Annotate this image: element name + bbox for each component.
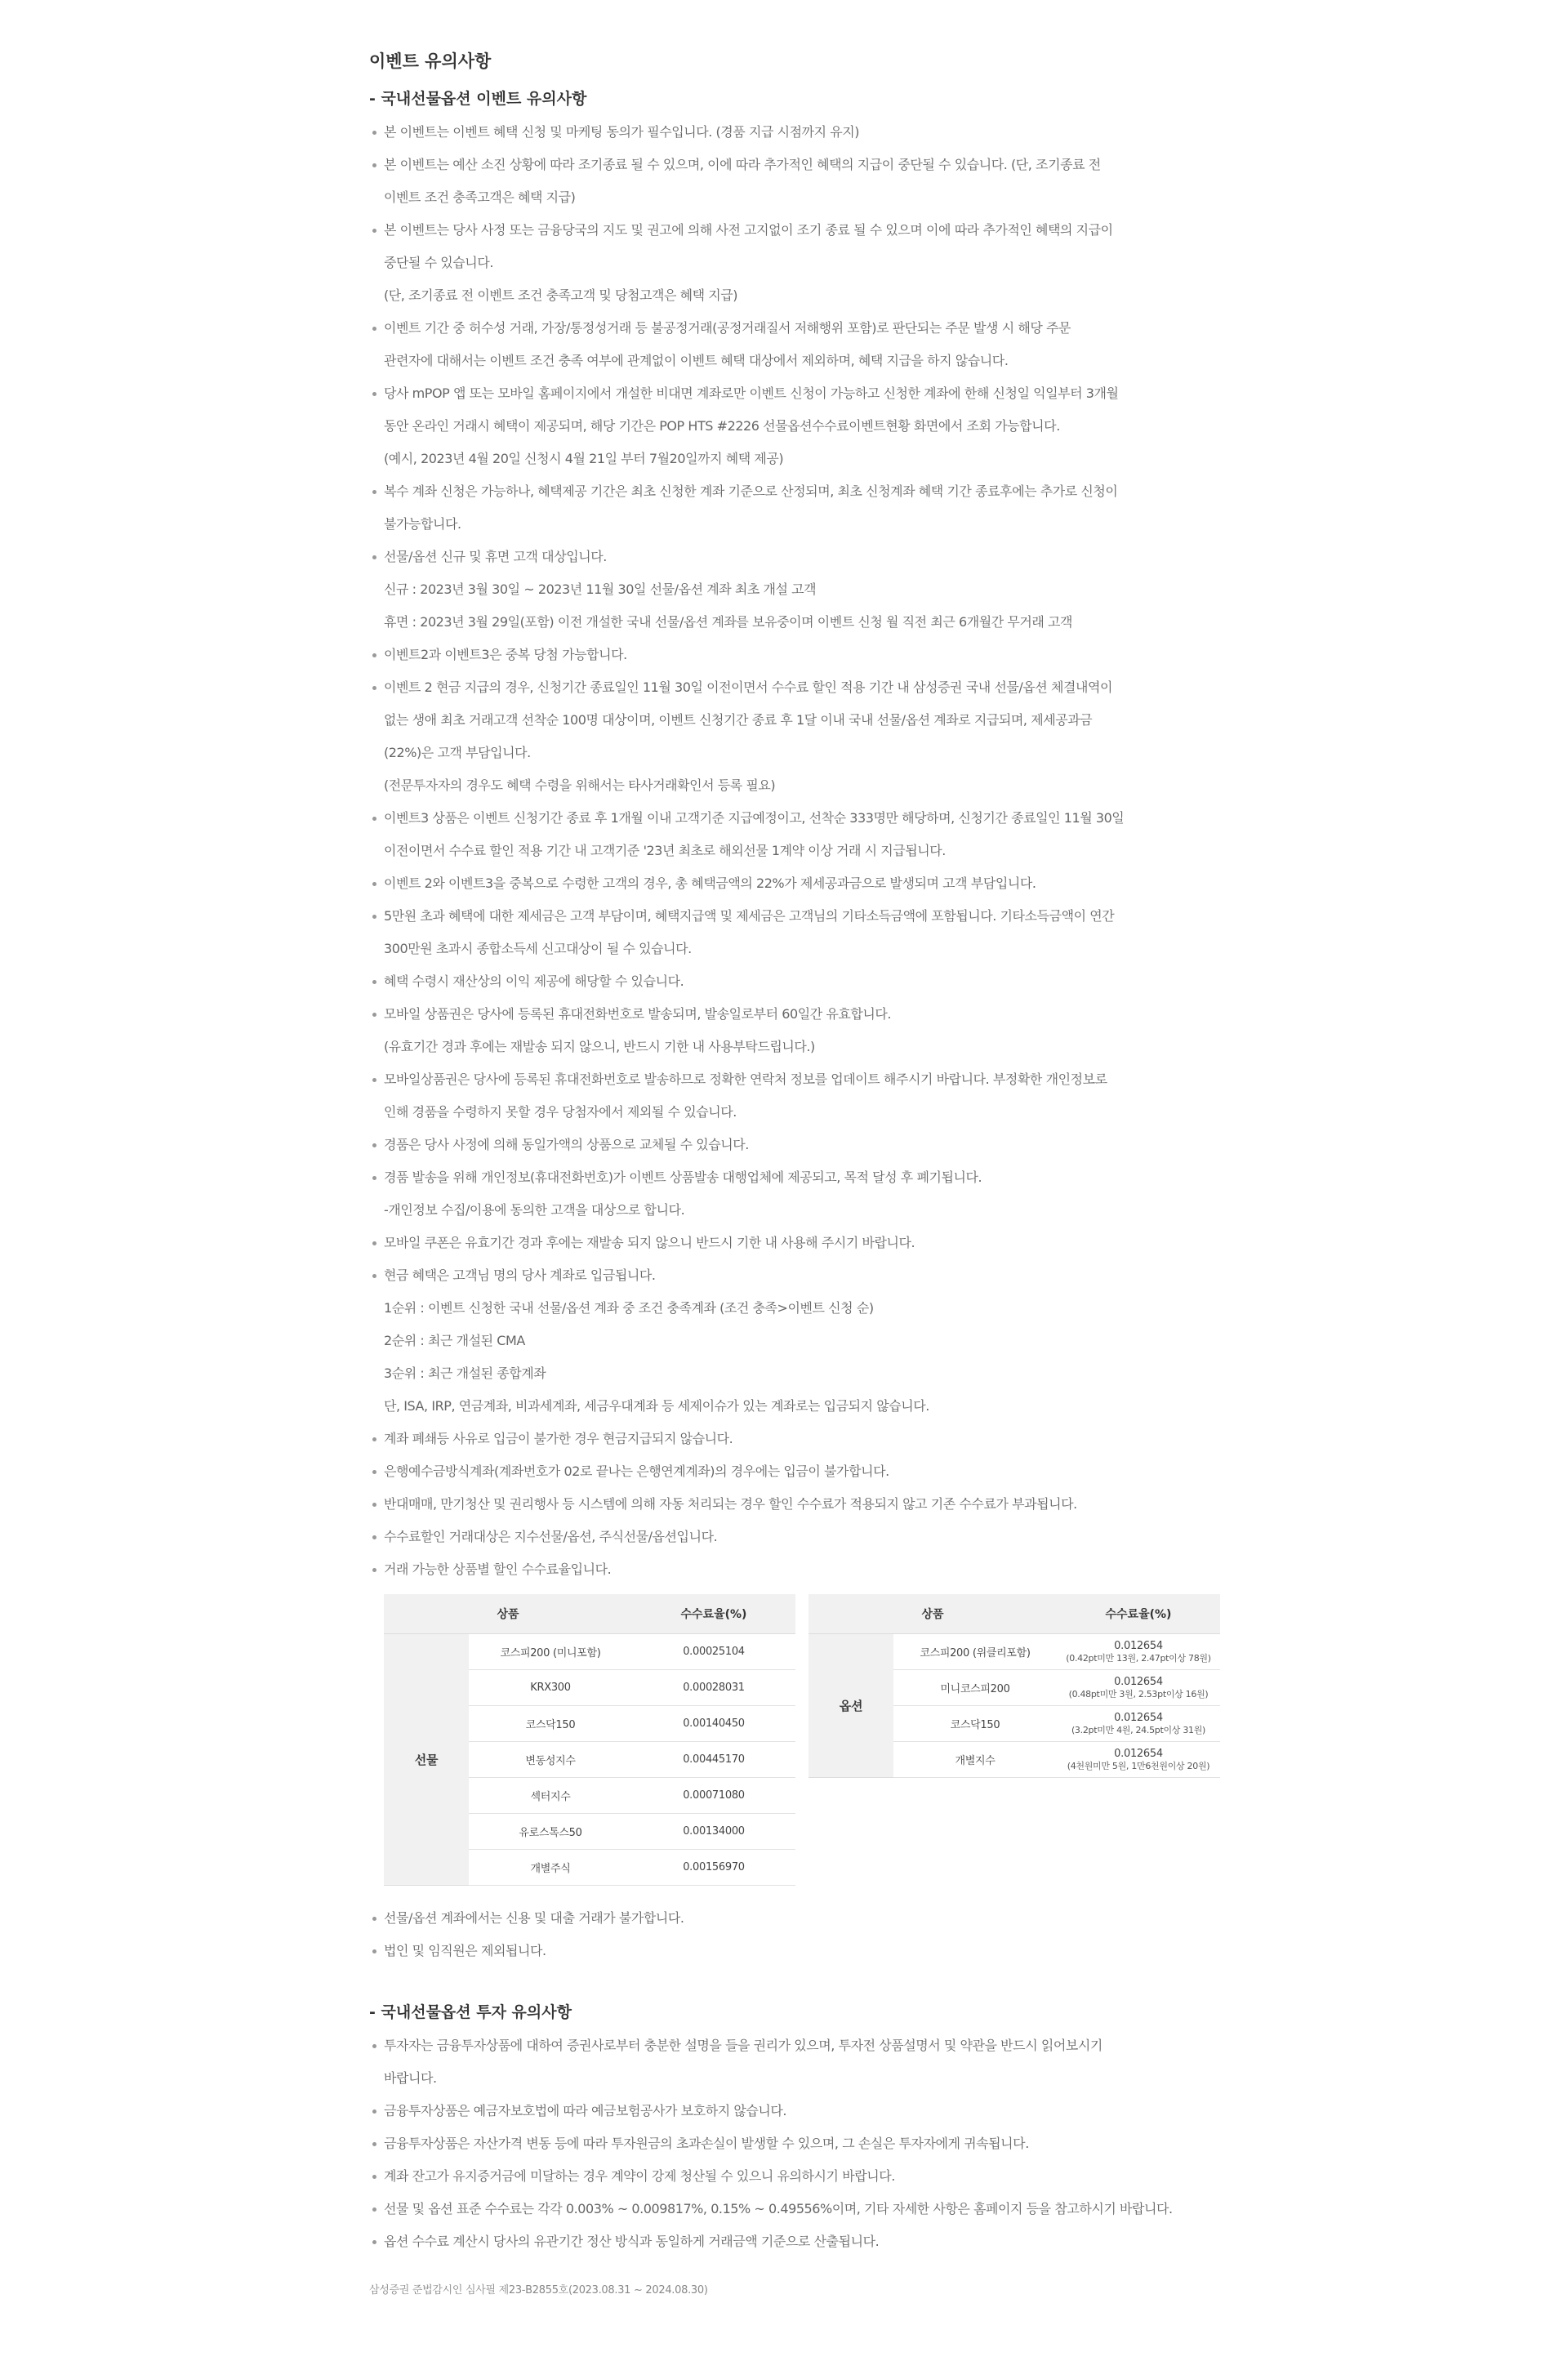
list-item — [369, 1423, 1217, 1455]
list-item — [369, 1553, 1217, 1586]
list-item-line: 2순위 : 최근 개설된 CMA — [384, 1333, 525, 1348]
list-item-line: 인해 경품을 수령하지 못할 경우 당첨자에서 제외될 수 있습니다. — [384, 1104, 737, 1120]
list-item — [369, 1521, 1217, 1553]
list-item — [369, 1063, 1217, 1129]
table-product-cell: 개별지수 — [893, 1742, 1057, 1778]
list-item-line: 투자자는 금융투자상품에 대하여 증권사로부터 충분한 설명을 들을 권리가 있으며, 투자전 상품설명서 및 약관을 반드시 읽어보시기 — [384, 2038, 1102, 2053]
table-rate-cell: 0.00028031 — [632, 1670, 795, 1706]
list-item-line: 300만원 초과시 종합소득세 신고대상이 될 수 있습니다. — [384, 941, 692, 956]
table-header-product: 상품 — [384, 1594, 632, 1634]
table-header-row — [384, 1594, 795, 1634]
list-item-line: (단, 조기종료 전 이벤트 조건 충족고객 및 당첨고객은 혜택 지급) — [384, 287, 738, 303]
list-item-line: (예시, 2023년 4월 20일 신청시 4월 21일 부터 7월20일까지 혜택 제공) — [384, 451, 784, 466]
list-item-line: 거래 가능한 상품별 할인 수수료율입니다. — [384, 1561, 612, 1577]
list-item — [369, 1161, 1217, 1227]
list-item-line: 관련자에 대해서는 이벤트 조건 충족 여부에 관계없이 이벤트 혜택 대상에서 제외하며, 혜택 지급을 하지 않습니다. — [384, 353, 1009, 368]
table-product-cell: KRX300 — [469, 1670, 632, 1706]
table-rate-cell — [1057, 1706, 1220, 1742]
rate-note: (0.48pt미만 3원, 2.53pt이상 16원) — [1068, 1688, 1209, 1700]
rate-note: (0.42pt미만 13원, 2.47pt이상 78원) — [1066, 1652, 1211, 1664]
list-item-line: 3순위 : 최근 개설된 종합계좌 — [384, 1365, 546, 1381]
list-item-line: 모바일상품권은 당사에 등록된 휴대전화번호로 발송하므로 정확한 연락처 정보를 업데이트 해주시기 바랍니다. 부정확한 개인정보로 — [384, 1071, 1107, 1087]
list-item — [369, 2029, 1217, 2095]
table-category-cell: 선물 — [384, 1634, 469, 1886]
table-header-rate: 수수료율(%) — [632, 1594, 795, 1634]
table-header-rate: 수수료율(%) — [1057, 1594, 1220, 1634]
rate-value: 0.012654 — [1114, 1675, 1163, 1688]
list-item-line: 이벤트 2 현금 지급의 경우, 신청기간 종료일인 11월 30일 이전이면서 수수료 할인 적용 기간 내 삼성증권 국내 선물/옵션 체결내역이 — [384, 679, 1112, 695]
list-item-line: 모바일 상품권은 당사에 등록된 휴대전화번호로 발송되며, 발송일로부터 60일간 유효합니다. — [384, 1006, 892, 1022]
table-category-cell: 옵션 — [808, 1634, 893, 1778]
list-item-line: 바랍니다. — [384, 2070, 437, 2086]
list-item-line: 법인 및 임직원은 제외됩니다. — [384, 1943, 546, 1958]
list-item-line: 이벤트2과 이벤트3은 중복 당첨 가능합니다. — [384, 647, 627, 662]
table-rate-cell: 0.00025104 — [632, 1634, 795, 1670]
table-rate-cell: 0.00134000 — [632, 1814, 795, 1850]
list-item-line: 없는 생애 최초 거래고객 선착순 100명 대상이며, 이벤트 신청기간 종료 후 1달 이내 국내 선물/옵션 계좌로 지급되며, 제세공과금 — [384, 712, 1093, 728]
list-item-line: 단, ISA, IRP, 연금계좌, 비과세계좌, 세금우대계좌 등 세제이슈가 있는 계좌로는 입금되지 않습니다. — [384, 1398, 929, 1414]
list-item-line: 동안 온라인 거래시 혜택이 제공되며, 해당 기간은 POP HTS #2226 선물옵션수수료이벤트현황 화면에서 조회 가능합니다. — [384, 418, 1060, 434]
rate-value: 0.012654 — [1114, 1639, 1163, 1652]
list-item — [369, 1902, 1217, 1935]
list-item-line: 수수료할인 거래대상은 지수선물/옵션, 주식선물/옵션입니다. — [384, 1529, 718, 1544]
list-item — [369, 1129, 1217, 1161]
table-rate-cell: 0.00445170 — [632, 1742, 795, 1778]
list-item-line: 이벤트 2와 이벤트3을 중복으로 수령한 고객의 경우, 총 혜택금액의 22%가 제세공과금으로 발생되며 고객 부담입니다. — [384, 875, 1036, 891]
list-item-line: 반대매매, 만기청산 및 권리행사 등 시스템에 의해 자동 처리되는 경우 할인 수수료가 적용되지 않고 기존 수수료가 부과됩니다. — [384, 1496, 1077, 1512]
list-item-line: 휴면 : 2023년 3월 29일(포함) 이전 개설한 국내 선물/옵션 계좌를 보유중이며 이벤트 신청 월 직전 최근 6개월간 무거래 고객 — [384, 614, 1073, 630]
table-rate-cell: 0.00071080 — [632, 1778, 795, 1814]
list-item — [369, 2095, 1217, 2127]
event-notice-list — [369, 116, 1217, 1586]
list-item — [369, 149, 1217, 214]
list-item-line: 이벤트3 상품은 이벤트 신청기간 종료 후 1개월 이내 고객기준 지급예정이고, 선착순 333명만 해당하며, 신청기간 종료일인 11월 30일 — [384, 810, 1125, 826]
list-item-line: 현금 혜택은 고객님 명의 당사 계좌로 입금됩니다. — [384, 1267, 656, 1283]
list-item-line: 불가능합니다. — [384, 516, 461, 532]
table-header-row — [808, 1594, 1220, 1634]
list-item — [369, 1935, 1217, 1967]
table-product-cell: 코스닥150 — [893, 1706, 1057, 1742]
list-item-line: 계좌 잔고가 유지증거금에 미달하는 경우 계약이 강제 청산될 수 있으니 유의하시기 바랍니다. — [384, 2168, 895, 2184]
list-item-line: 복수 계좌 신청은 가능하나, 혜택제공 기간은 최초 신청한 계좌 기준으로 산정되며, 최초 신청계좌 혜택 기간 종료후에는 추가로 신청이 — [384, 483, 1118, 499]
list-item-line: 당사 mPOP 앱 또는 모바일 홈페이지에서 개설한 비대면 계좌로만 이벤트 신청이 가능하고 신청한 계좌에 한해 신청일 익일부터 3개월 — [384, 385, 1119, 401]
list-item-line: 경품 발송을 위해 개인정보(휴대전화번호)가 이벤트 상품발송 대행업체에 제공되고, 목적 달성 후 폐기됩니다. — [384, 1169, 982, 1185]
commission-tables — [384, 1594, 1217, 1886]
list-item-line: 이벤트 조건 충족고객은 혜택 지급) — [384, 189, 576, 205]
list-item — [369, 2160, 1217, 2193]
list-item-line: 이벤트 기간 중 허수성 거래, 가장/통정성거래 등 불공정거래(공정거래질서 저해행위 포함)로 판단되는 주문 발생 시 해당 주문 — [384, 320, 1071, 336]
table-rate-cell — [1057, 1670, 1220, 1706]
table-product-cell: 유로스톡스50 — [469, 1814, 632, 1850]
list-item — [369, 1488, 1217, 1521]
list-item — [369, 1259, 1217, 1423]
list-item-line: 선물 및 옵션 표준 수수료는 각각 0.003% ~ 0.009817%, 0.15% ~ 0.49556%이며, 기타 자세한 사항은 홈페이지 등을 참고하시기 바랍니다. — [384, 2201, 1173, 2216]
list-item-line: 1순위 : 이벤트 신청한 국내 선물/옵션 계좌 중 조건 충족계좌 (조건 충족>이벤트 신청 순) — [384, 1300, 874, 1316]
list-item-line: 혜택 수령시 재산상의 이익 제공에 해당할 수 있습니다. — [384, 973, 684, 989]
table-product-cell: 섹터지수 — [469, 1778, 632, 1814]
list-item-line: 경품은 당사 사정에 의해 동일가액의 상품으로 교체될 수 있습니다. — [384, 1137, 749, 1152]
table-rate-cell — [1057, 1634, 1220, 1670]
list-item — [369, 1455, 1217, 1488]
table-product-cell: 코스피200 (미니포함) — [469, 1634, 632, 1670]
section-title-investment: - 국내선물옵션 투자 유의사항 — [369, 2003, 572, 2021]
list-item — [369, 639, 1217, 671]
list-item-line: 본 이벤트는 이벤트 혜택 신청 및 마케팅 동의가 필수입니다. (경품 지급 시점까지 유지) — [384, 124, 860, 140]
list-item-line: 계좌 폐쇄등 사유로 입금이 불가한 경우 현금지급되지 않습니다. — [384, 1431, 733, 1446]
list-item-line: 옵션 수수료 계산시 당사의 유관기간 정산 방식과 동일하게 거래금액 기준으로 산출됩니다. — [384, 2234, 880, 2249]
list-item-line: 은행예수금방식계좌(계좌번호가 02로 끝나는 은행연계계좌)의 경우에는 입금이 불가합니다. — [384, 1463, 889, 1479]
rate-value: 0.012654 — [1114, 1747, 1163, 1760]
list-item-line: 금융투자상품은 예금자보호법에 따라 예금보험공사가 보호하지 않습니다. — [384, 2103, 787, 2118]
table-product-cell: 변동성지수 — [469, 1742, 632, 1778]
list-item — [369, 998, 1217, 1063]
list-item-line: (22%)은 고객 부담입니다. — [384, 745, 531, 760]
list-item-line: 이전이면서 수수료 할인 적용 기간 내 고객기준 '23년 최초로 해외선물 1계약 이상 거래 시 지급됩니다. — [384, 843, 946, 858]
table-product-cell: 코스피200 (위클리포함) — [893, 1634, 1057, 1670]
list-item-line: 선물/옵션 신규 및 휴면 고객 대상입니다. — [384, 549, 607, 564]
table-rate-cell: 0.00156970 — [632, 1850, 795, 1886]
list-item — [369, 475, 1217, 541]
list-item-line: 본 이벤트는 예산 소진 상황에 따라 조기종료 될 수 있으며, 이에 따라 추가적인 혜택의 지급이 중단될 수 있습니다. (단, 조기종료 전 — [384, 157, 1101, 172]
table-rate-cell — [1057, 1742, 1220, 1778]
list-item — [369, 312, 1217, 377]
section-title-event: - 국내선물옵션 이벤트 유의사항 — [369, 90, 587, 108]
list-item-line: 중단될 수 있습니다. — [384, 255, 493, 270]
table-product-cell: 미니코스피200 — [893, 1670, 1057, 1706]
list-item — [369, 802, 1217, 867]
list-item — [369, 214, 1217, 312]
event-notice-page — [369, 51, 1217, 2299]
list-item — [369, 867, 1217, 900]
list-item-line: 본 이벤트는 당사 사정 또는 금융당국의 지도 및 권고에 의해 사전 고지없이 조기 종료 될 수 있으며 이에 따라 추가적인 혜택의 지급이 — [384, 222, 1113, 238]
list-item-line: 금융투자상품은 자산가격 변동 등에 따라 투자원금의 초과손실이 발생할 수 있으며, 그 손실은 투자자에게 귀속됩니다. — [384, 2136, 1029, 2151]
list-item-line: (전문투자자의 경우도 혜택 수령을 위해서는 타사거래확인서 등록 필요) — [384, 777, 776, 793]
investment-notice-list — [369, 2029, 1217, 2258]
list-item — [369, 377, 1217, 475]
rate-value: 0.012654 — [1114, 1711, 1163, 1724]
page-title: 이벤트 유의사항 — [369, 51, 492, 71]
list-item — [369, 1227, 1217, 1259]
list-item — [369, 2225, 1217, 2258]
list-item — [369, 116, 1217, 149]
list-item-line: 선물/옵션 계좌에서는 신용 및 대출 거래가 불가합니다. — [384, 1910, 684, 1926]
list-item — [369, 541, 1217, 639]
list-item — [369, 671, 1217, 802]
list-item-line: -개인정보 수집/이용에 동의한 고객을 대상으로 합니다. — [384, 1202, 685, 1218]
options-commission-table — [808, 1594, 1220, 1778]
table-row — [808, 1634, 1220, 1670]
list-item — [369, 900, 1217, 965]
table-header-product: 상품 — [808, 1594, 1057, 1634]
rate-note: (3.2pt미만 4원, 24.5pt이상 31원) — [1071, 1724, 1206, 1735]
table-product-cell: 개별주식 — [469, 1850, 632, 1886]
list-item-line: 5만원 초과 혜택에 대한 제세금은 고객 부담이며, 혜택지급액 및 제세금은 고객님의 기타소득금액에 포함됩니다. 기타소득금액이 연간 — [384, 908, 1115, 924]
list-item-line: 신규 : 2023년 3월 30일 ~ 2023년 11월 30일 선물/옵션 계좌 최초 개설 고객 — [384, 581, 817, 597]
futures-commission-table — [384, 1594, 795, 1886]
list-item-line: 모바일 쿠폰은 유효기간 경과 후에는 재발송 되지 않으니 반드시 기한 내 사용해 주시기 바랍니다. — [384, 1235, 915, 1250]
table-row — [384, 1634, 795, 1670]
list-item — [369, 2127, 1217, 2160]
event-notice-list-extra — [369, 1902, 1217, 1967]
rate-note: (4천원미만 5원, 1만6천원이상 20원) — [1067, 1760, 1210, 1771]
table-rate-cell: 0.00140450 — [632, 1706, 795, 1742]
table-product-cell: 코스닥150 — [469, 1706, 632, 1742]
compliance-footnote: 삼성증권 준법감시인 심사필 제23-B2855호(2023.08.31 ~ 2024.08.30) — [369, 2284, 708, 2296]
list-item-line: (유효기간 경과 후에는 재발송 되지 않으니, 반드시 기한 내 사용부탁드립니다.) — [384, 1039, 815, 1054]
list-item — [369, 965, 1217, 998]
list-item — [369, 2193, 1217, 2225]
